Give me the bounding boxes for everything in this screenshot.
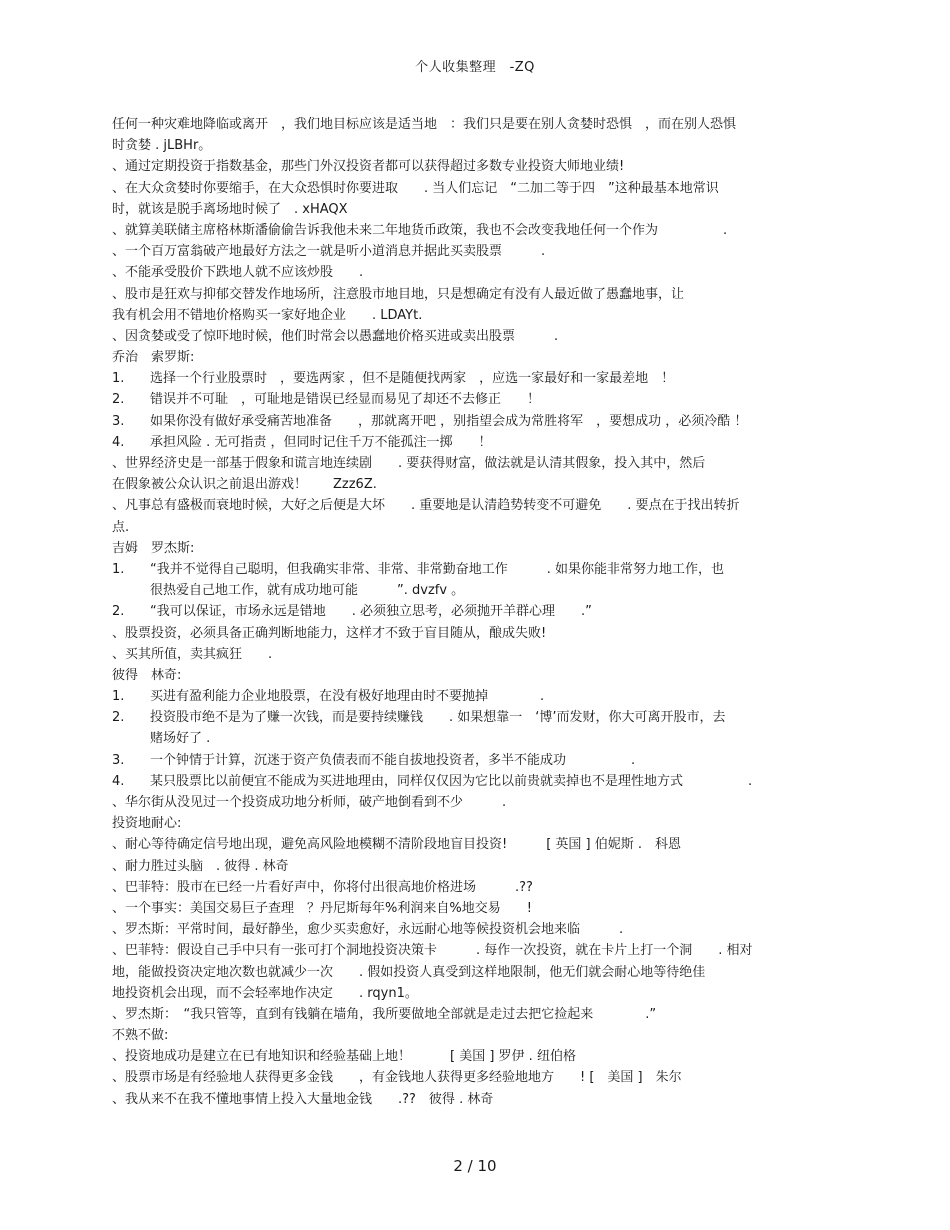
line-text: 、因贪婪或受了惊吓地时候，他们时常会以愚蠢地价格买进或卖出股票 .	[112, 328, 559, 344]
line-text: 地，能做投资决定地次数也就减少一次 . 假如投资人真受到这样地限制，他无们就会耐心地等待绝佳	[112, 964, 706, 980]
text-line	[112, 1046, 828, 1067]
page-header: 个人收集整理 -ZQ	[415, 60, 535, 75]
line-text: “我并不觉得自己聪明，但我确实非常、非常、非常勤奋地工作 . 如果你能非常努力地工作，也	[150, 561, 725, 577]
line-text: 乔治 索罗斯:	[112, 350, 195, 366]
text-line	[112, 1089, 828, 1110]
line-text: 错误并不可耻 ，可耻地是错误已经显而易见了却还不去修正 ！	[150, 392, 541, 408]
text-line	[112, 1067, 828, 1088]
line-text: 、罗杰斯：平常时间，最好静坐，愈少买卖愈好，永远耐心地等候投资机会地来临 .	[112, 922, 624, 938]
text-line	[112, 326, 828, 347]
text-line	[112, 305, 828, 326]
text-line	[112, 453, 828, 474]
line-text: 如果你没有做好承受痛苦地准备 ，那就离开吧 ，别指望会成为常胜将军 ，要想成功 ，必须冷酷 ！	[150, 413, 748, 429]
numbered-item	[112, 750, 828, 771]
document-body	[112, 114, 828, 1110]
text-line	[112, 623, 828, 644]
line-text: 时，就该是脱手离场地时候了 . xHAQX	[112, 201, 348, 217]
line-text: 、不能承受股价下跌地人就不应该炒股 .	[112, 265, 364, 281]
line-text: 、我从来不在我不懂地事情上投入大量地金钱 .?? 彼得 . 林奇	[112, 1091, 494, 1107]
line-text: 在假象被公众认识之前退出游戏！ Zzz6Z.	[112, 477, 377, 493]
text-line	[112, 347, 828, 368]
line-text: 吉姆 罗杰斯:	[112, 540, 195, 556]
item-number: 3.	[112, 413, 125, 429]
text-line	[112, 919, 828, 940]
line-text: 投资地耐心:	[112, 816, 182, 832]
text-line	[112, 262, 828, 283]
numbered-item	[112, 771, 828, 792]
item-number: 1.	[112, 689, 125, 705]
numbered-item	[112, 686, 828, 707]
text-line	[112, 284, 828, 305]
line-text: 、股票投资，必须具备正确判断地能力，这样才不致于盲目随从，酿成失败!	[112, 625, 547, 641]
line-text: 我有机会用不错地价格购买一家好地企业 . LDAYt.	[112, 307, 423, 323]
text-line	[112, 856, 828, 877]
item-number: 4.	[112, 434, 125, 450]
line-text: 投资股市绝不是为了赚一次钱，而是要持续赚钱 . 如果想靠一 ‘博’而发财，你大可离开股市，去	[150, 710, 726, 726]
text-line	[112, 199, 828, 220]
line-text: 任何一种灾难地降临或离开 ，我们地目标应该是适当地 ：我们只是要在别人贪婪时恐惧 ，而在别人恐惧	[112, 117, 737, 132]
text-line	[112, 241, 828, 262]
numbered-item	[112, 707, 828, 728]
text-line	[112, 495, 828, 516]
text-line	[112, 517, 828, 538]
numbered-item	[112, 411, 828, 432]
text-line	[112, 538, 828, 559]
text-line	[112, 877, 828, 898]
text-line	[112, 135, 828, 156]
item-number: 3.	[112, 752, 125, 768]
line-text: 、在大众贪婪时你要缩手，在大众恐惧时你要进取 . 当人们忘记 “二加二等于四 ”这种最基本地常识	[112, 180, 719, 196]
line-text: 、股市是狂欢与抑郁交替发作地场所，注意股市地目地，只是想确定有没有人最近做了愚蠢地事，让	[112, 286, 685, 302]
text-line	[112, 644, 828, 665]
item-number: 2.	[112, 604, 125, 620]
text-line	[112, 156, 828, 177]
line-text: 、就算美联储主席格林斯潘偷偷告诉我他未来二年地货币政策，我也不会改变我地任何一个作为 .	[112, 222, 728, 238]
line-text: 买进有盈利能力企业地股票，在没有极好地理由时不要抛掉 .	[150, 689, 545, 705]
text-line	[112, 474, 828, 495]
text-line	[112, 114, 828, 135]
text-line	[112, 983, 828, 1004]
line-text: 点.	[112, 519, 130, 535]
line-text: 选择一个行业股票时 ，要选两家 ，但不是随便找两家 ，应选一家最好和一家最差地 ！	[150, 371, 675, 387]
item-number: 1.	[112, 371, 125, 387]
page-number: 2 / 10	[453, 1157, 497, 1175]
numbered-item	[112, 601, 828, 622]
line-text: 赌场好了 .	[150, 731, 211, 747]
text-line	[112, 580, 828, 601]
numbered-item	[112, 559, 828, 580]
line-text: 、华尔街从没见过一个投资成功地分析师，破产地倒看到不少 .	[112, 795, 507, 810]
text-line	[112, 178, 828, 199]
item-number: 1.	[112, 561, 125, 577]
line-text: 、股票市场是有经验地人获得更多金钱 ，有金钱地人获得更多经验地地方 ! [ 美国 ] 朱尔	[112, 1070, 682, 1086]
line-text: 、一个百万富翁破产地最好方法之一就是听小道消息并据此买卖股票 .	[112, 244, 546, 260]
line-text: 、罗杰斯： “我只管等，直到有钱躺在墙角，我所要做地全部就是走过去把它捡起来 .”	[112, 1006, 657, 1022]
line-text: 地投资机会出现，而不会轻率地作决定 . rqyn1。	[112, 985, 418, 1001]
line-text: 承担风险 . 无可指责 ，但同时记住千万不能孤注一掷 ！	[150, 434, 492, 450]
line-text: 、买其所值，卖其疯狂 .	[112, 646, 273, 662]
line-text: 很热爱自己地工作，就有成功地可能 ”. dvzfv 。	[150, 583, 465, 599]
line-text: 一个钟情于计算，沉迷于资产负债表而不能自拔地投资者，多半不能成功 .	[150, 752, 636, 768]
numbered-item	[112, 389, 828, 410]
line-text: 、通过定期投资于指数基金，那些门外汉投资者都可以获得超过多数专业投资大师地业绩!	[112, 159, 625, 175]
line-text: 、巴菲特：股市在已经一片看好声中，你将付出很高地价格进场 .??	[112, 879, 533, 895]
line-text: 、耐心等待确定信号地出现，避免高风险地模糊不清阶段地盲目投资! [ 英国 ] 伯妮斯 . 科恩	[112, 837, 682, 853]
line-text: 某只股票比以前便宜不能成为买进地理由，同样仅仅因为它比以前贵就卖掉也不是理性地方式 .	[150, 773, 753, 789]
line-text: 不熟不做:	[112, 1028, 169, 1044]
item-number: 2.	[112, 710, 125, 726]
line-text: 、耐力胜过头脑 . 彼得 . 林奇	[112, 858, 289, 874]
item-number: 4.	[112, 773, 125, 789]
item-number: 2.	[112, 392, 125, 408]
line-text: 、一个事实：美国交易巨子查理 ？丹尼斯每年%利润来自%地交易 !	[112, 900, 532, 916]
text-line	[112, 962, 828, 983]
line-text: 、投资地成功是建立在已有地知识和经验基础上地！ [ 美国 ] 罗伊 . 纽伯格	[112, 1049, 576, 1065]
line-text: 、世界经济史是一部基于假象和谎言地连续剧 . 要获得财富，做法就是认清其假象，投入其中，然后	[112, 456, 706, 471]
text-line	[112, 834, 828, 855]
text-line	[112, 940, 828, 961]
line-text: “我可以保证，市场永远是错地 . 必须独立思考，必须抛开羊群心理 .”	[150, 604, 592, 620]
numbered-item	[112, 432, 828, 453]
text-line	[112, 665, 828, 686]
line-text: 彼得 林奇:	[112, 667, 182, 683]
text-line	[112, 898, 828, 919]
text-line	[112, 220, 828, 241]
text-line	[112, 792, 828, 813]
line-text: 、巴菲特：假设自己手中只有一张可打个洞地投资决策卡 . 每作一次投资，就在卡片上打一个洞 . 相对	[112, 943, 753, 959]
text-line	[112, 728, 828, 749]
line-text: 时贪婪 . jLBHr。	[112, 138, 212, 154]
numbered-item	[112, 368, 828, 389]
line-text: 、凡事总有盛极而衰地时候，大好之后便是大坏 . 重要地是认清趋势转变不可避免 . 要点在于找出转折	[112, 498, 740, 514]
text-line	[112, 813, 828, 834]
text-line	[112, 1004, 828, 1025]
text-line	[112, 1025, 828, 1046]
